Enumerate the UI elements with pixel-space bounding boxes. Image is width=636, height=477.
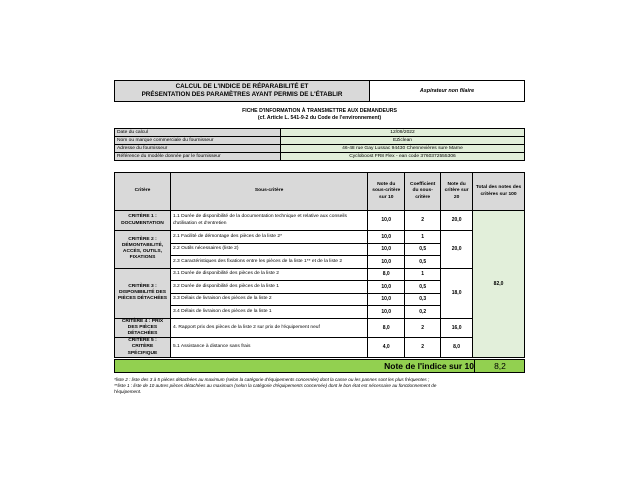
col-header-total100: Total des notes des critères sur 100	[473, 173, 525, 211]
sub-coef: 0,5	[405, 243, 441, 256]
sub-note: 4,0	[368, 338, 405, 358]
footnote-liste1: **liste 1 : liste de 10 autres pièces détachées au maximum (selon la catégorie d'équipements concernée) dont le bon état est nécessaire au fonctionnement de	[114, 383, 437, 388]
sub-coef: 0,2	[405, 306, 441, 319]
final-score-value: 8,2	[474, 359, 525, 373]
supplier-info-table	[114, 128, 525, 161]
score-grid	[114, 172, 525, 358]
sub-criterion: 3.2 Durée de disponibilité des pièces de la liste 1	[170, 281, 367, 294]
col-header-coef: Coefficient du sous-critère	[405, 173, 441, 211]
sub-criterion: 1.1 Durée de disponibilité de la documentation technique et relative aux conseils d'utilisation et d'entretien	[170, 211, 367, 231]
sub-criterion: 3.3 Délais de livraison des pièces de la liste 2	[170, 293, 367, 306]
criterion-score: 20,0	[441, 231, 473, 269]
info-value: EZiclean	[281, 137, 525, 145]
sub-note: 10,0	[368, 281, 405, 294]
criterion-score: 16,0	[441, 318, 473, 338]
sub-criterion: 3.4 Délais de livraison des pièces de la liste 1	[170, 306, 367, 319]
sub-coef: 2	[405, 211, 441, 231]
sub-note: 10,0	[368, 306, 405, 319]
total-score: 82,0	[473, 211, 525, 358]
col-header-sous-critere: Sous-critère	[170, 173, 367, 211]
info-label: Référence du modèle donnée par le fournisseur	[115, 153, 281, 161]
info-row	[115, 145, 525, 153]
sub-criterion: 5.1 Assistance à distance sans frais	[170, 338, 367, 358]
sub-criterion: 2.3 Caractéristiques des fixations entre les pièces de la liste 1** et de la liste 2	[170, 256, 367, 269]
sub-note: 10,0	[368, 231, 405, 244]
sub-criterion: 3.1 Durée de disponibilité des pièces de la liste 2	[170, 268, 367, 281]
sub-coef: 2	[405, 318, 441, 338]
info-value: 46-48 rue Gay Lussac 94430 Chennevières sure Marne	[281, 145, 525, 153]
sub-criterion: 2.2 Outils nécessaires (liste 2)	[170, 243, 367, 256]
footnote-liste2: *liste 2 : liste des 3 à 5 pièces détachées au maximum (selon la catégorie d'équipements concernée) dont la casse ou les pannes sont les plus fréquentes ;	[114, 377, 430, 382]
final-score-label: Note de l'indice sur 10	[384, 361, 474, 371]
sub-coef: 0,5	[405, 256, 441, 269]
col-header-note10: Note du sous-critère sur 10	[368, 173, 405, 211]
sub-criterion: 2.1 Facilité de démontage des pièces de la liste 2*	[170, 231, 367, 244]
page-title: CALCUL DE L'INDICE DE RÉPARABILITÉ ET PRÉSENTATION DES PARAMÈTRES AYANT PERMIS DE L'ÉTABLIR	[115, 81, 370, 102]
product-category: Aspirateur non filaire	[370, 81, 525, 102]
fiche-title: FICHE D'INFORMATION À TRANSMETTRE AUX DEMANDEURS	[242, 108, 397, 114]
sub-note: 10,0	[368, 256, 405, 269]
col-header-note20: Note du critère sur 20	[441, 173, 473, 211]
sub-coef: 1	[405, 268, 441, 281]
sub-note: 10,0	[368, 293, 405, 306]
info-value: Cycloboost FR8 Flex - ean code 3760372555306	[281, 153, 525, 161]
info-label: Adresse du fournisseur	[115, 145, 281, 153]
header-table	[114, 80, 525, 102]
criterion-score: 20,0	[441, 211, 473, 231]
criterion-4: CRITÈRE 4 : PRIX DES PIÈCES DÉTACHÉES	[115, 318, 171, 338]
info-value: 12/09/2022	[281, 129, 525, 137]
criterion-score: 8,0	[441, 338, 473, 358]
sub-note: 10,0	[368, 243, 405, 256]
fiche-reference: (cf. Article L. 541-9-2 du Code de l'environnement)	[257, 115, 382, 121]
criterion-2: CRITÈRE 2 : DÉMONTABILITÉ, ACCÈS, OUTILS, FIXATIONS	[115, 231, 171, 269]
sub-note: 10,0	[368, 211, 405, 231]
sub-coef: 1	[405, 231, 441, 244]
col-header-critere: Critère	[115, 173, 171, 211]
sub-coef: 2	[405, 338, 441, 358]
sub-note: 8,0	[368, 268, 405, 281]
sub-coef: 0,5	[405, 281, 441, 294]
sub-note: 8,0	[368, 318, 405, 338]
info-row	[115, 137, 525, 145]
info-row	[115, 153, 525, 161]
sub-criterion: 4. Rapport prix des pièces de la liste 2 sur prix de l'équipement neuf	[170, 318, 367, 338]
criterion-score: 18,0	[441, 268, 473, 318]
criterion-5: CRITÈRE 5 : CRITÈRE SPÉCIFIQUE	[115, 338, 171, 358]
criterion-1: CRITÈRE 1 : DOCUMENTATION	[115, 211, 171, 231]
info-label: Date du calcul	[115, 129, 281, 137]
info-label: Nom ou marque commerciale du fournisseur	[115, 137, 281, 145]
info-row	[115, 129, 525, 137]
criterion-3: CRITÈRE 3 : DISPONIBILITÉ DES PIÈCES DÉTACHÉES	[115, 268, 171, 318]
footnote-liste1-cont: l'équipement.	[114, 389, 142, 394]
sub-coef: 0,3	[405, 293, 441, 306]
